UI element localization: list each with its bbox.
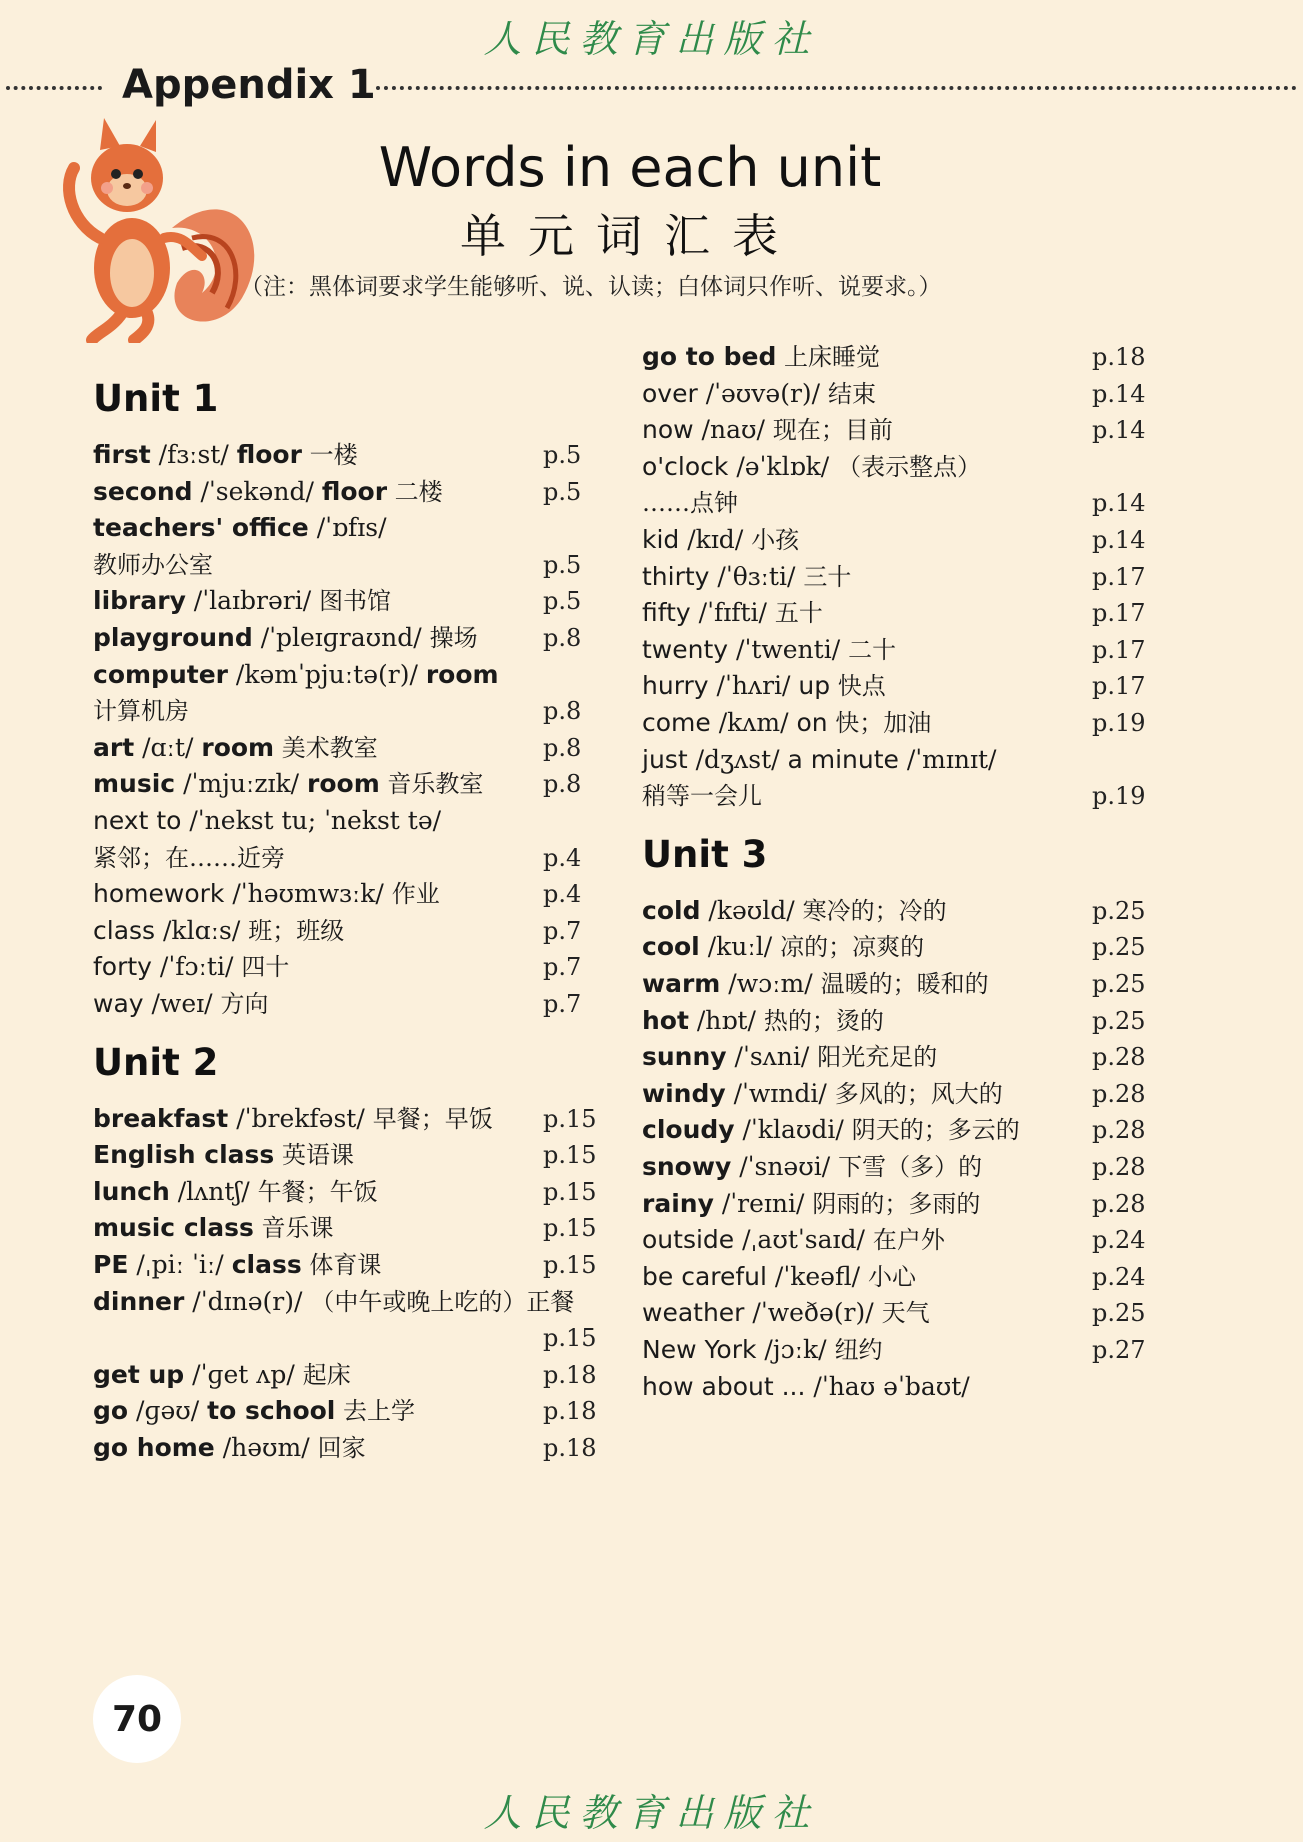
vocab-entry (642, 1074, 1146, 1114)
entry-phonetic: /ˈθɜːti/ (709, 561, 804, 591)
entry-page-ref: p.28 (1092, 1153, 1146, 1181)
entry-word: lunch (93, 1176, 170, 1206)
entry-phonetic: /ˈmɪnɪt/ (898, 744, 997, 774)
vocab-entry (642, 1257, 1146, 1297)
entry-word: class (231, 1250, 302, 1279)
entry-phonetic: /ˈsnəʊi/ (731, 1152, 839, 1181)
entry-meaning: 早餐；早饭 (372, 1104, 493, 1133)
entry-meaning: （表示整点） (837, 452, 982, 481)
entry-phonetic: /ˈbrekfəst/ (228, 1103, 373, 1133)
appendix-title: Appendix 1 (122, 62, 376, 108)
entry-word: go to bed (642, 342, 777, 371)
entry-phonetic: /ˈsekənd/ (192, 476, 322, 506)
vocab-entry (93, 801, 593, 841)
entry-word: get up (93, 1359, 185, 1389)
vocab-entry (93, 508, 593, 548)
entry-meaning: 午餐；午饭 (257, 1177, 378, 1206)
entry-meaning: 结束 (828, 379, 877, 408)
entry-meaning: 五十 (774, 599, 823, 628)
entry-meaning: 计算机房 (93, 697, 189, 726)
entry-page-ref: p.14 (1092, 526, 1146, 554)
vocab-entry (93, 874, 593, 914)
entry-page-ref: p.15 (543, 1141, 597, 1170)
entry-meaning: 下雪（多）的 (838, 1153, 983, 1181)
entry-phonetic: /dʒʌst/ (687, 744, 788, 774)
entry-word: PE (93, 1250, 129, 1279)
entry-meaning: 图书馆 (319, 587, 392, 616)
entry-page-ref: p.5 (543, 441, 582, 469)
entry-meaning: 方向 (220, 990, 269, 1018)
entry-phonetic: /hɒt/ (688, 1005, 764, 1035)
entry-phonetic: /ˌpiː ˈiː/ (128, 1250, 232, 1279)
entry-phonetic: /ˈɡet ʌp/ (184, 1359, 303, 1389)
entry-word: teachers' office (93, 513, 309, 543)
entry-word: hot (642, 1005, 689, 1035)
entry-word: way (93, 989, 144, 1018)
entry-word: room (425, 659, 499, 689)
squirrel-illustration (52, 108, 262, 343)
entry-page-ref: p.15 (543, 1214, 597, 1243)
entry-meaning: 英语课 (274, 1141, 354, 1170)
entry-phonetic: /ˌaʊtˈsaɪd/ (734, 1225, 873, 1255)
dotted-rule-left (6, 86, 102, 90)
vocab-entry (642, 1001, 1146, 1041)
entry-meaning: 去上学 (335, 1397, 416, 1426)
entry-word: music class (93, 1213, 254, 1243)
vocab-entry (93, 581, 593, 621)
entry-meaning: （中午或晚上吃的）正餐 (310, 1287, 575, 1316)
entry-word: rainy (642, 1188, 714, 1218)
entry-meaning: 起床 (302, 1360, 351, 1389)
entry-page-ref: p.28 (1092, 1043, 1146, 1072)
vocab-entry (93, 838, 593, 878)
entry-phonetic: /ˈkeəfl/ (766, 1261, 868, 1291)
entry-page-ref: p.15 (543, 1251, 597, 1279)
entry-meaning: 纽约 (834, 1336, 883, 1364)
entry-page-ref: p.4 (543, 843, 582, 872)
vocab-entry (93, 911, 593, 951)
entry-word: go home (93, 1433, 215, 1462)
entry-phonetic: /kəmˈpjuːtə(r)/ (227, 659, 426, 689)
entry-word: dinner (93, 1286, 185, 1316)
entry-word: up (798, 671, 831, 701)
entry-word: art (93, 732, 135, 762)
vocab-entry (93, 545, 593, 585)
entry-meaning: 音乐教室 (379, 770, 484, 799)
entry-word: first (93, 440, 151, 469)
entry-page-ref: p.8 (543, 770, 582, 799)
entry-meaning: 一楼 (301, 441, 358, 469)
entry-phonetic: /ˈdɪnə(r)/ (184, 1286, 311, 1316)
entry-word: New York (642, 1335, 757, 1364)
unit-heading: Unit 1 (93, 377, 219, 420)
entry-page-ref: p.25 (1092, 1299, 1146, 1328)
entry-page-ref: p.4 (543, 880, 582, 909)
vocab-entry (642, 520, 1146, 560)
entry-word: class (93, 915, 156, 945)
entry-word: how about ... (642, 1371, 806, 1401)
entry-phonetic: /ˈmjuːzɪk/ (175, 769, 308, 799)
vocab-entry (93, 1208, 597, 1248)
entry-meaning: 三十 (803, 562, 852, 591)
appendix-heading-row (0, 60, 1303, 110)
vocab-entry (642, 1037, 1146, 1077)
entry-meaning: 操场 (429, 624, 478, 652)
entry-word: snowy (642, 1152, 732, 1181)
vocab-entry (642, 1367, 1142, 1407)
vocab-entry (93, 1099, 597, 1139)
entry-word: computer (93, 659, 228, 689)
entry-meaning: 天气 (881, 1299, 930, 1328)
entry-phonetic: /kʌm/ (710, 708, 797, 737)
entry-word: playground (93, 623, 253, 652)
entry-page-ref: p.17 (1092, 672, 1146, 701)
entry-phonetic: /ˈweðə(r)/ (744, 1298, 882, 1328)
vocab-entry (93, 1355, 597, 1395)
vocab-entry (642, 374, 1146, 414)
entry-word: library (93, 586, 186, 616)
vocab-entry (642, 776, 1146, 816)
entry-word: o'clock (642, 451, 729, 481)
entry-phonetic: /naʊ/ (693, 415, 773, 445)
entry-meaning: 体育课 (301, 1251, 382, 1279)
usage-note: （注：黑体词要求学生能够听、说、认读；白体词只作听、说要求。） (240, 274, 942, 300)
entry-phonetic: /ˈwɪndi/ (725, 1078, 835, 1108)
entry-phonetic: /həʊm/ (214, 1433, 318, 1462)
entry-page-ref: p.7 (543, 953, 582, 982)
entry-phonetic: /ˈreɪni/ (713, 1188, 813, 1218)
vocab-entry (642, 740, 1142, 780)
vocab-entry (642, 447, 1142, 487)
publisher-footer: 人民教育出版社 (483, 1791, 820, 1835)
entry-word: twenty (642, 634, 729, 664)
vocab-entry (93, 947, 593, 987)
vocab-entry (642, 1293, 1146, 1333)
vocab-entry (93, 1245, 597, 1285)
entry-word: floor (321, 476, 388, 506)
entry-page-ref: p.17 (1092, 562, 1146, 591)
entry-phonetic: /ɑːt/ (134, 732, 202, 762)
vocab-entry (93, 691, 593, 731)
entry-meaning: 回家 (317, 1434, 366, 1462)
entry-meaning: 凉的；凉爽的 (780, 933, 925, 962)
entry-word: homework (93, 879, 225, 909)
entry-page-ref: p.8 (543, 733, 582, 762)
entry-page-ref: p.28 (1092, 1189, 1146, 1218)
entry-word: outside (642, 1225, 735, 1255)
vocab-entry (93, 1135, 597, 1175)
entry-word: English class (93, 1140, 275, 1170)
entry-page-ref: p.5 (543, 550, 582, 579)
vocab-entry (93, 728, 593, 768)
entry-word: thirty (642, 561, 710, 591)
entry-word: cool (642, 932, 700, 962)
vocab-entry (642, 964, 1146, 1004)
entry-meaning: 快点 (830, 672, 886, 701)
entry-meaning: 阴天的；多云的 (851, 1116, 1020, 1145)
entry-page-ref: p.28 (1092, 1079, 1146, 1108)
entry-page-ref: p.25 (1092, 896, 1146, 925)
vocab-entry (642, 483, 1146, 523)
entry-phonetic: /ˈklaʊdi/ (734, 1115, 852, 1145)
vocab-entry (642, 410, 1146, 450)
entry-phonetic: /klɑːs/ (155, 915, 249, 945)
vocab-entry (642, 891, 1146, 931)
entry-page-ref: p.19 (1092, 782, 1146, 811)
vocab-entry (93, 1391, 597, 1431)
entry-meaning: 快；加油 (827, 709, 932, 737)
publisher-header: 人民教育出版社 (483, 17, 820, 61)
vocab-entry (93, 1428, 597, 1468)
entry-phonetic: /ɡəʊ/ (128, 1396, 208, 1426)
entry-meaning: 寒冷的；冷的 (802, 896, 947, 925)
page-subtitle: 单元词汇表 (460, 209, 800, 263)
entry-page-ref: p.8 (543, 624, 582, 652)
vocab-entry (93, 435, 593, 475)
vocab-entry (93, 984, 593, 1024)
entry-meaning: 二十 (848, 635, 897, 664)
entry-meaning: 阴雨的；多雨的 (812, 1189, 981, 1218)
entry-phonetic: /kəʊld/ (700, 895, 803, 925)
entry-word: floor (236, 440, 302, 469)
vocab-entry (642, 1147, 1146, 1187)
vocab-entry (642, 1220, 1146, 1260)
entry-phonetic: /kɪd/ (679, 525, 752, 554)
vocab-entry (642, 557, 1146, 597)
entry-phonetic: /weɪ/ (143, 989, 221, 1018)
entry-meaning: 多风的；风大的 (834, 1079, 1003, 1108)
entry-page-ref: p.14 (1092, 379, 1146, 408)
vocab-entry (93, 655, 593, 695)
entry-page-ref: p.15 (543, 1324, 597, 1353)
entry-phonetic: /ˈhaʊ əˈbaʊt/ (805, 1371, 970, 1401)
entry-meaning: 美术教室 (274, 733, 378, 762)
entry-page-ref: p.8 (543, 697, 582, 726)
entry-meaning: 热的；烫的 (763, 1006, 884, 1035)
entry-phonetic: /wɔːm/ (720, 969, 821, 998)
entry-page-ref: p.18 (543, 1434, 597, 1462)
entry-word: weather (642, 1298, 745, 1328)
entry-word: just (642, 744, 688, 774)
entry-page-ref: p.5 (543, 587, 582, 616)
entry-page-ref: p.24 (1092, 1262, 1146, 1291)
entry-page-ref: p.17 (1092, 599, 1146, 628)
entry-page-ref: p.18 (1092, 343, 1146, 371)
entry-word: come (642, 708, 711, 737)
entry-word: next to (93, 806, 182, 835)
vocab-entry (642, 666, 1146, 706)
entry-meaning: 稍等一会儿 (642, 782, 762, 811)
page-number: 70 (93, 1675, 181, 1763)
entry-word: warm (642, 969, 721, 998)
entry-word: to school (207, 1396, 336, 1426)
entry-word: kid (642, 525, 680, 554)
entry-meaning: 二楼 (387, 477, 443, 506)
vocab-entry (642, 337, 1146, 377)
entry-word: cold (642, 895, 701, 925)
entry-phonetic: /əˈklɒk/ (728, 451, 838, 481)
entry-word: over (642, 378, 698, 408)
vocab-entry (93, 1282, 593, 1322)
entry-page-ref: p.27 (1092, 1336, 1146, 1364)
entry-page-ref: p.18 (543, 1397, 597, 1426)
vocab-entry (93, 618, 593, 658)
entry-word: breakfast (93, 1103, 229, 1133)
page-title: Words in each unit (378, 136, 882, 199)
entry-phonetic: /ˈnekst tu; ˈnekst tə/ (181, 806, 442, 835)
entry-page-ref: p.19 (1092, 709, 1146, 737)
entry-meaning: 小心 (868, 1262, 916, 1291)
entry-word: a minute (787, 744, 899, 774)
entry-page-ref: p.7 (543, 916, 582, 945)
entry-word: fifty (642, 598, 691, 628)
entry-phonetic: /ˈfɪfti/ (690, 598, 775, 628)
entry-page-ref: p.14 (1092, 416, 1146, 445)
entry-word: go (93, 1396, 129, 1426)
vocab-entry (93, 1318, 597, 1358)
vocab-entry (642, 703, 1146, 743)
vocab-entry (93, 1172, 597, 1212)
entry-word: hurry (642, 671, 709, 701)
entry-page-ref: p.18 (543, 1360, 597, 1389)
vocab-entry (642, 630, 1146, 670)
entry-meaning: 紧邻；在……近旁 (93, 843, 285, 872)
entry-page-ref: p.7 (543, 990, 582, 1018)
entry-word: be careful (642, 1261, 767, 1291)
entry-phonetic: /ˈəʊvə(r)/ (697, 378, 829, 408)
vocab-entry (93, 472, 593, 512)
entry-page-ref: p.14 (1092, 489, 1146, 518)
entry-phonetic: /jɔːk/ (756, 1335, 835, 1364)
vocab-entry (642, 927, 1146, 967)
entry-phonetic: /ˈfɔːti/ (151, 952, 242, 982)
vocab-entry (642, 1184, 1146, 1224)
entry-word: room (201, 732, 275, 762)
entry-meaning: 上床睡觉 (776, 343, 880, 371)
entry-phonetic: /ˈsʌni/ (726, 1042, 818, 1072)
entry-page-ref: p.5 (543, 477, 582, 506)
entry-meaning: 温暖的；暖和的 (820, 970, 989, 998)
entry-word: windy (642, 1078, 726, 1108)
entry-page-ref: p.24 (1092, 1226, 1146, 1255)
entry-page-ref: p.17 (1092, 635, 1146, 664)
entry-page-ref: p.25 (1092, 970, 1146, 998)
entry-phonetic: /kuːl/ (699, 932, 781, 962)
entry-page-ref: p.15 (543, 1177, 597, 1206)
entry-word: on (796, 708, 828, 737)
vocab-entry (642, 1110, 1146, 1150)
entry-meaning: 小孩 (751, 526, 800, 554)
entry-word: now (642, 415, 694, 445)
vocab-entry (642, 593, 1146, 633)
entry-word: room (307, 769, 380, 799)
entry-word: forty (93, 952, 152, 982)
entry-meaning: 四十 (241, 953, 290, 982)
entry-meaning: 作业 (391, 880, 440, 909)
entry-meaning: 在户外 (872, 1226, 945, 1255)
entry-word: second (93, 476, 193, 506)
vocab-entry (642, 1330, 1146, 1370)
entry-word: sunny (642, 1042, 727, 1072)
entry-page-ref: p.25 (1092, 933, 1146, 962)
entry-meaning: 阳光充足的 (817, 1043, 938, 1072)
entry-phonetic: /ˈɒfɪs/ (308, 513, 387, 543)
entry-meaning: ……点钟 (642, 489, 738, 518)
entry-page-ref: p.28 (1092, 1116, 1146, 1145)
entry-phonetic: /lʌntʃ/ (169, 1176, 258, 1206)
entry-meaning: 班；班级 (248, 916, 345, 945)
entry-phonetic: /ˈpleɪɡraʊnd/ (252, 623, 430, 652)
entry-phonetic: /ˈtwenti/ (728, 634, 849, 664)
vocab-entry (93, 764, 593, 804)
entry-phonetic: /fɜːst/ (150, 440, 237, 469)
unit-heading: Unit 2 (93, 1040, 219, 1084)
dotted-rule-right (376, 86, 1297, 90)
entry-phonetic: /ˈlaɪbrəri/ (185, 586, 320, 616)
entry-phonetic: /ˈhəʊmwɜːk/ (224, 879, 392, 909)
entry-phonetic: /ˈhʌri/ (708, 671, 799, 701)
entry-meaning: 音乐课 (253, 1214, 334, 1243)
entry-word: cloudy (642, 1115, 735, 1145)
entry-meaning: 教师办公室 (93, 550, 213, 579)
entry-page-ref: p.25 (1092, 1006, 1146, 1035)
entry-word: music (93, 769, 176, 799)
entry-page-ref: p.15 (543, 1104, 597, 1133)
entry-meaning: 现在；目前 (772, 416, 893, 445)
unit-heading: Unit 3 (642, 832, 768, 876)
